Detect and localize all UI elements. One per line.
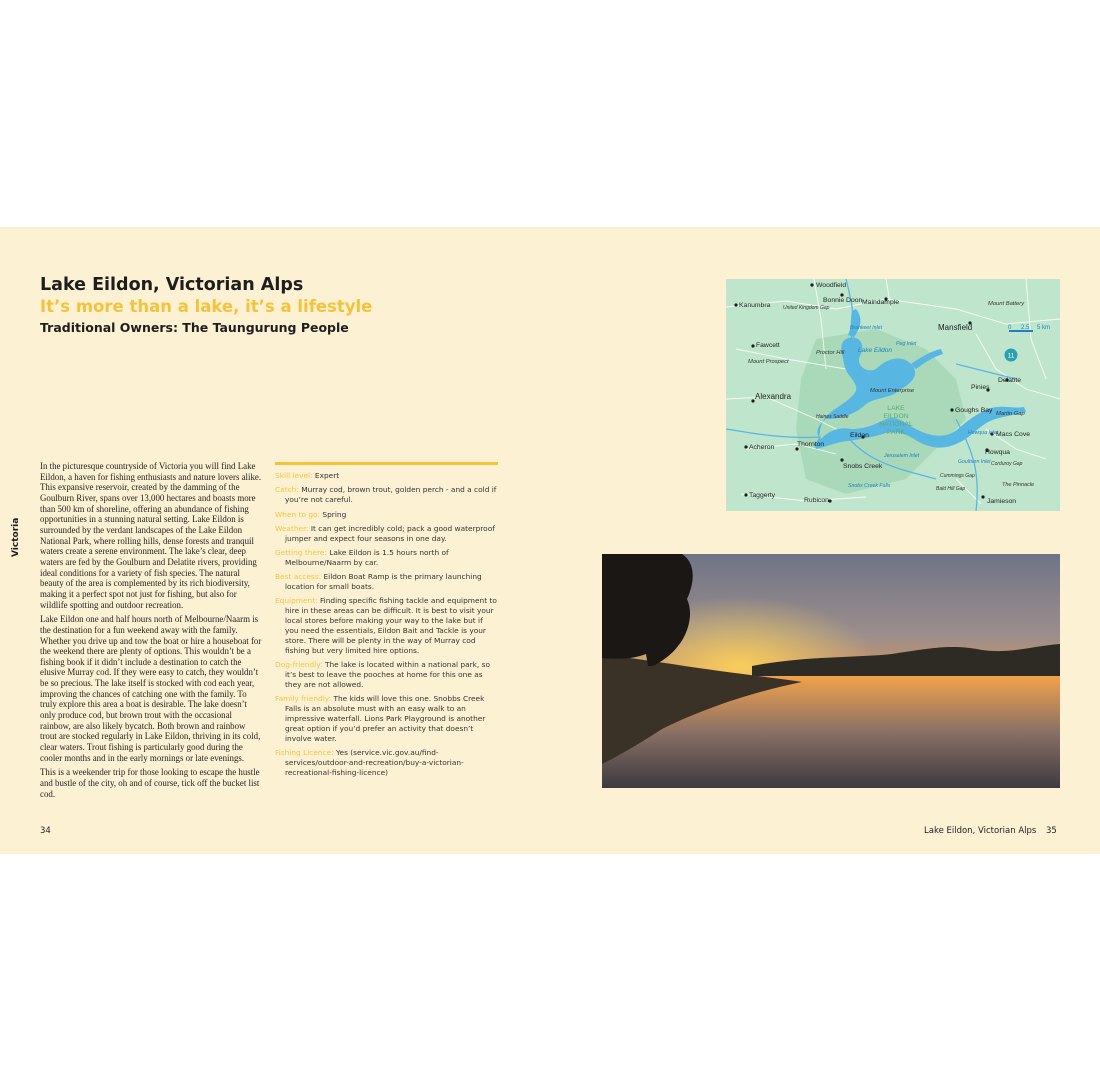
fact-text: Yes (service.vic.gov.au/find-services/outdoor-and-recreation/buy-a-victorian-recreational-fishing-licence): [285, 748, 464, 778]
map-label-acheron: Acheron: [749, 444, 775, 451]
fact-weather: [275, 524, 498, 544]
fact-catch: [275, 485, 498, 505]
page-number-left: 34: [40, 826, 51, 836]
map-label-martin-gap: Martin Gap: [996, 411, 1025, 417]
fact-text: Lake Eildon is 1.5 hours north of Melbourne/Naarm by car.: [285, 548, 449, 567]
scale-mid: 2.5: [1021, 325, 1030, 331]
map-badge-icon: [1005, 349, 1018, 362]
map-label-maindample: Maindample: [862, 299, 900, 306]
fact-text: Eildon Boat Ramp is the primary launching location for small boats.: [285, 572, 482, 592]
scale-zero: 0: [1008, 325, 1012, 331]
fact-text: Murray cod, brown trout, golden perch - and a cold if you’re not careful.: [285, 485, 497, 505]
park-label-line-4: PARK: [886, 429, 906, 436]
fact-text: The lake is located within a national park, so it’s best to leave the pooches at home for this one as they are not allowed.: [285, 660, 490, 690]
map-label-lake-eildon: Lake Eildon: [858, 347, 892, 354]
map-label-eildon: Eildon: [850, 432, 869, 439]
map-label-mount-enterprise: Mount Enterprise: [870, 388, 915, 394]
fact-label: Catch:: [275, 485, 299, 495]
map-label-peg-inlet: Peg Inlet: [896, 341, 917, 347]
map-label-proctor-hill: Proctor Hill: [816, 350, 845, 356]
map-label-jamieson: Jamieson: [987, 498, 1017, 505]
body-paragraph-1: In the picturesque countryside of Victoria you will find Lake Eildon, a haven for fishing enthusiasts and nature lovers alike. This expansive reservoir, created by the damming of the Goulburn River, spans over 13,000 hectares and boasts more than 500 km of shoreline, offering an abundance of fishing opportunities in a stunning natural setting. Lake Eildon is surrounded by the verdant landscapes of the Lake Eildon National Park, where rolling hills, dense forests and tranquil waters create a serene environment. The lake’s clear, deep waters are fed by the Goulburn and Delatite rivers, providing ideal conditions for a variety of fish species. The natural beauty of the area is complemented by its rich biodiversity, making it a perfect spot not just for fishing, but also for wildlife spotting and outdoor recreation.: [40, 461, 262, 610]
park-label-line-2: EILDON: [883, 413, 909, 420]
map-label-haines-saddle: Haines Saddle: [816, 414, 849, 420]
running-footer-title: Lake Eildon, Victorian Alps: [924, 826, 1037, 836]
fact-fishing-licence: [275, 748, 498, 778]
map-label-goulburn-inlet: Goulburn Inlet: [958, 459, 991, 465]
page-subtitle: It’s more than a lake, it’s a lifestyle: [40, 297, 373, 316]
map-label-cummings-gap: Cummings Gap: [940, 473, 975, 479]
map-label-mansfield: Mansfield: [938, 323, 973, 332]
map-badge-number: 11: [1007, 352, 1015, 360]
fact-label: When to go:: [275, 509, 321, 519]
fact-label: Dog-friendly:: [275, 660, 323, 670]
map-label-brankeet-inlet: Brankeet Inlet: [850, 325, 883, 331]
map-label-goughs-bay: Goughs Bay: [955, 407, 993, 414]
fact-when-to-go: [275, 510, 498, 520]
fact-label: Weather:: [275, 523, 309, 533]
fact-skill-level: [275, 471, 498, 481]
map-label-fawcett: Fawcett: [756, 342, 780, 349]
body-paragraph-3: This is a weekender trip for those looking to escape the hustle and bustle of the city, oh and of course, tick off the bucket list cod.: [40, 767, 260, 799]
fact-label: Fishing Licence:: [275, 748, 334, 758]
fact-label: Family friendly:: [275, 694, 332, 704]
fact-best-access: [275, 572, 498, 592]
body-text: [40, 461, 264, 803]
fact-label: Skill level:: [275, 471, 313, 480]
map-label-united-kingdom-gap: United Kingdom Gap: [783, 305, 830, 311]
body-paragraph-2: Lake Eildon one and half hours north of Melbourne/Naarm is the destination for a fun weekend away with the family. Whether you drive up and tow the boat or hire a houseboat for the weekend there are plenty of options. This wouldn’t be a fishing book if it didn’t include a destination to catch the elusive Murray cod. If they were easy to catch, they wouldn’t be so precious. The lake itself is stocked with cod each year, improving the chances of catching one with the family. To truly explore this area a boat is desirable. The lake doesn’t only produce cod, but brown trout with the occasional rainbow, are also likely bycatch. Both brown and rainbow trout are stocked regularly in Lake Eildon, thriving in its cold, clear waters. Trout fishing is particularly good during the cooler months and in the early mornings or late evenings.: [40, 614, 262, 763]
traditional-owners: Traditional Owners: The Taungurung People: [40, 320, 349, 335]
map-label-bald-hill-gap: Bald Hill Gap: [936, 486, 966, 492]
fact-text: Finding specific fishing tackle and equipment to hire in these areas can be difficult. It is best to visit your local stores before making your way to the lake but if you need the essentials, Eildon Bait and Tackle is your store. There will be plenty in the way of Murray cod fishing but very limited hire options.: [285, 596, 497, 655]
fact-box: [275, 462, 498, 782]
map-label-the-pinnacle: The Pinnacle: [1002, 482, 1035, 488]
fact-dog-friendly: [275, 660, 498, 690]
map-label-alexandra: Alexandra: [755, 392, 792, 401]
fact-text: It can get incredibly cold; pack a good waterproof jumper and expect four seasons in one day.: [285, 523, 495, 543]
map-label-howqua-inlet: Howqua Inlet: [968, 430, 999, 436]
map-label-corduroy-gap: Corduroy Gap: [991, 461, 1023, 467]
map-label-bonnie-doon: Bonnie Doon: [823, 297, 863, 304]
map-label-howqua: Howqua: [985, 449, 1010, 456]
map-label-pinies: Pinies: [971, 384, 990, 391]
page-number-right: 35: [1046, 826, 1057, 836]
fact-text: Expert: [314, 471, 340, 480]
map-label-woodfield: Woodfield: [816, 282, 847, 289]
page-title: Lake Eildon, Victorian Alps: [40, 275, 304, 295]
map-label-thornton: Thornton: [797, 441, 825, 448]
map-label-mount-battery: Mount Battery: [988, 301, 1025, 307]
fact-text: The kids will love this one. Snobbs Creek Falls is an absolute must with an easy walk to an impressive waterfall. Lions Park Playground is another great option if you’d prefer an activity that doesn’t involve water.: [285, 694, 486, 743]
park-label-line-1: LAKE: [887, 405, 905, 412]
map-label-macs-cove: Macs Cove: [996, 431, 1030, 438]
fact-label: Best access:: [275, 572, 322, 582]
fact-label: Equipment:: [275, 596, 318, 606]
map-label-kanumbra: Kanumbra: [739, 302, 771, 309]
map-label-jerusalem-inlet: Jerusalem Inlet: [884, 453, 920, 459]
fact-getting-there: [275, 548, 498, 568]
fact-equipment: [275, 596, 498, 655]
map-label-mount-prospect: Mount Prospect: [748, 359, 789, 365]
book-spread: [0, 227, 1100, 854]
lake-sunset-photo: [602, 554, 1060, 788]
map-label-snobs-creek-falls: Snobs Creek Falls: [848, 483, 891, 489]
fact-family-friendly: [275, 694, 498, 744]
fact-label: Getting there:: [275, 548, 327, 557]
fact-text: Spring: [322, 509, 347, 519]
park-label-line-3: NATIONAL: [879, 421, 913, 428]
scale-end: 5 km: [1037, 325, 1051, 331]
map-label-taggerty: Taggerty: [749, 492, 776, 499]
map-label-delatite: Delatite: [998, 377, 1022, 384]
lake-eildon-map: [726, 279, 1060, 511]
side-tab-label: Victoria: [11, 517, 21, 557]
map-label-snobs-creek: Snobs Creek: [843, 463, 883, 470]
map-label-rubicon: Rubicon: [804, 497, 829, 504]
